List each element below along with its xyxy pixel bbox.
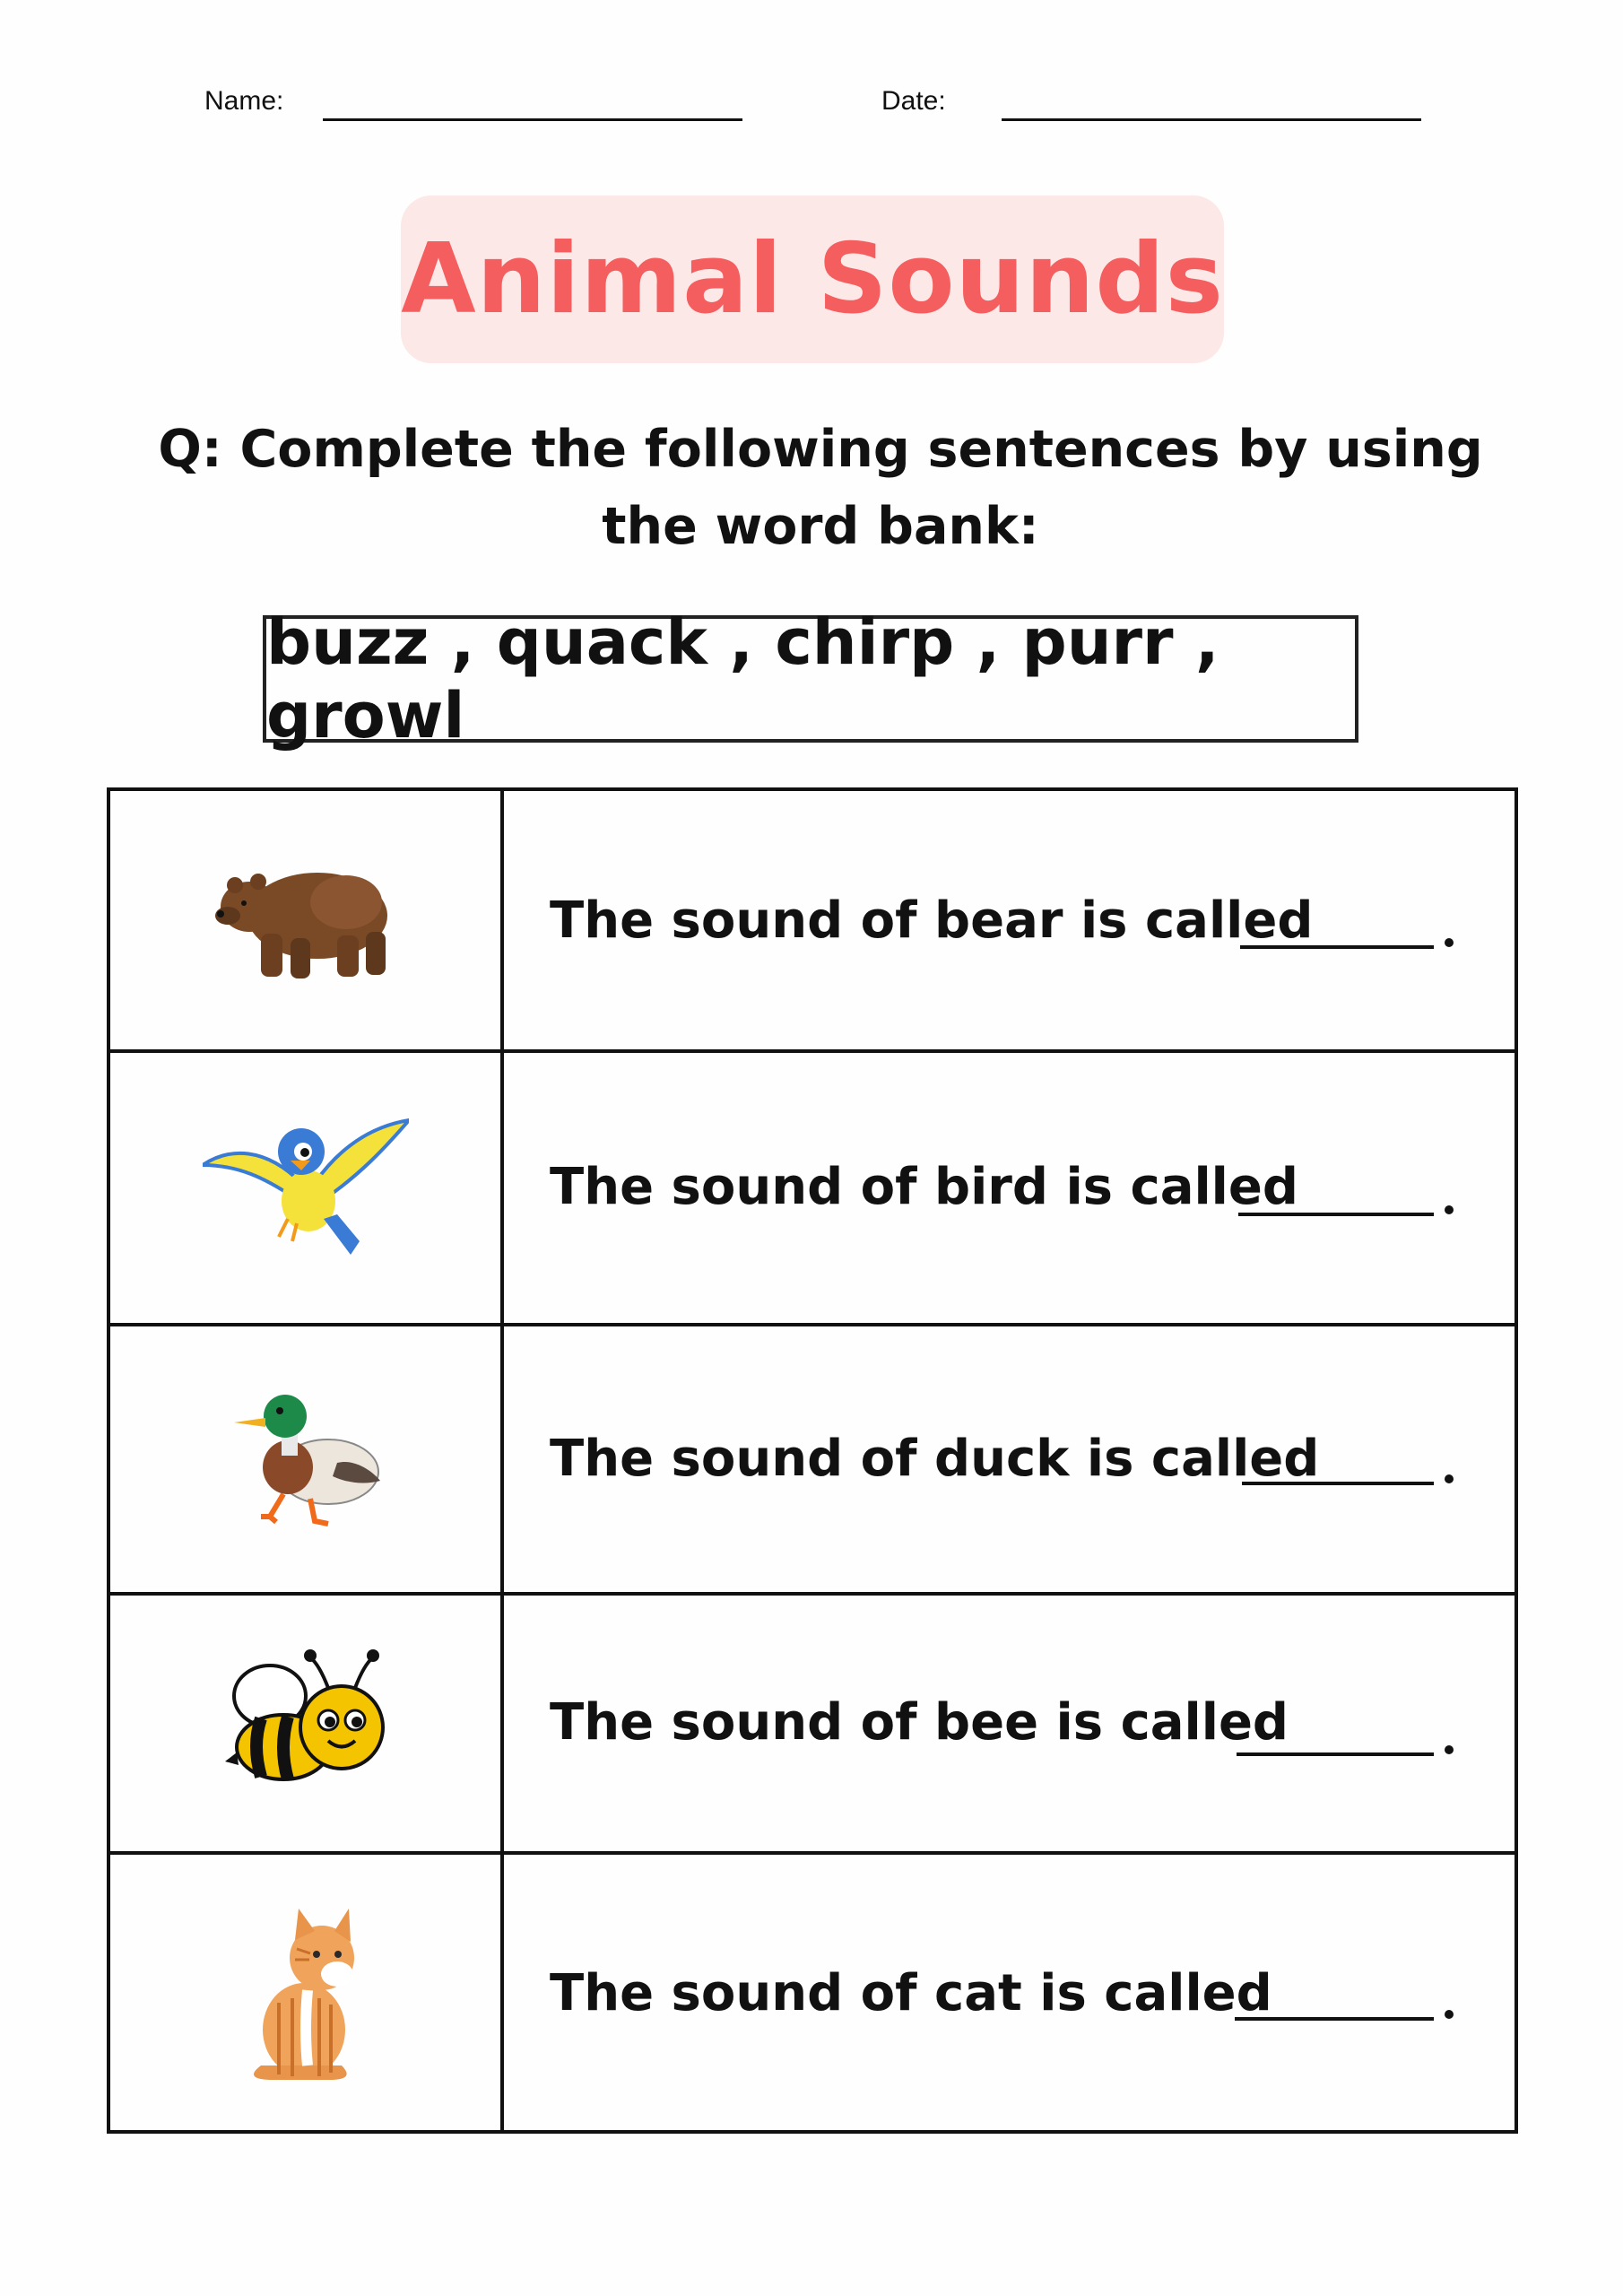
answer-blank-duck[interactable] bbox=[1242, 1482, 1434, 1485]
answer-blank-cat[interactable] bbox=[1235, 2017, 1434, 2021]
sentence-text: The sound of duck is called bbox=[550, 1429, 1320, 1488]
name-field[interactable] bbox=[323, 118, 742, 121]
period-dot bbox=[1445, 1474, 1454, 1483]
page-title: Animal Sounds bbox=[401, 223, 1224, 335]
sentence-text: The sound of cat is called bbox=[550, 1964, 1272, 2022]
question-text: Q: Complete the following sentences by using the word bank: bbox=[158, 420, 1483, 556]
table-row-cat-image bbox=[110, 1853, 500, 2134]
period-dot bbox=[1445, 1745, 1454, 1754]
table-row-duck-sentence bbox=[550, 1325, 1319, 1592]
duck-icon bbox=[230, 1382, 382, 1535]
period-dot bbox=[1445, 2010, 1454, 2019]
answer-blank-bear[interactable] bbox=[1240, 945, 1434, 949]
sentence-text: The sound of bee is called bbox=[550, 1693, 1289, 1752]
period-dot bbox=[1445, 938, 1454, 947]
table-row-cat-sentence bbox=[550, 1853, 1272, 2134]
table-row-bird-sentence bbox=[550, 1051, 1298, 1323]
word-bank-text: buzz , quack , chirp , purr , growl bbox=[266, 605, 1219, 752]
period-dot bbox=[1445, 1205, 1454, 1214]
bee-icon bbox=[221, 1647, 391, 1799]
date-field[interactable] bbox=[1002, 118, 1421, 121]
title-banner bbox=[401, 196, 1224, 363]
exercise-table bbox=[107, 787, 1518, 2134]
sentence-text: The sound of bear is called bbox=[550, 891, 1314, 950]
table-row-bee-image bbox=[110, 1594, 500, 1851]
sentence-text: The sound of bird is called bbox=[550, 1158, 1298, 1216]
name-label: Name: bbox=[204, 86, 284, 116]
cat-icon bbox=[243, 1904, 369, 2083]
answer-blank-bird[interactable] bbox=[1238, 1213, 1434, 1216]
word-bank bbox=[263, 605, 1358, 752]
column-divider bbox=[500, 791, 504, 2130]
bird-icon bbox=[203, 1111, 409, 1264]
table-row-bird-image bbox=[110, 1051, 500, 1323]
table-row-bee-sentence bbox=[550, 1594, 1289, 1851]
table-row-duck-image bbox=[110, 1325, 500, 1592]
table-row-bear-image bbox=[110, 791, 500, 1049]
table-row-bear-sentence bbox=[550, 791, 1313, 1049]
date-label: Date: bbox=[881, 86, 946, 116]
bear-icon bbox=[212, 853, 400, 987]
answer-blank-bee[interactable] bbox=[1237, 1752, 1434, 1756]
